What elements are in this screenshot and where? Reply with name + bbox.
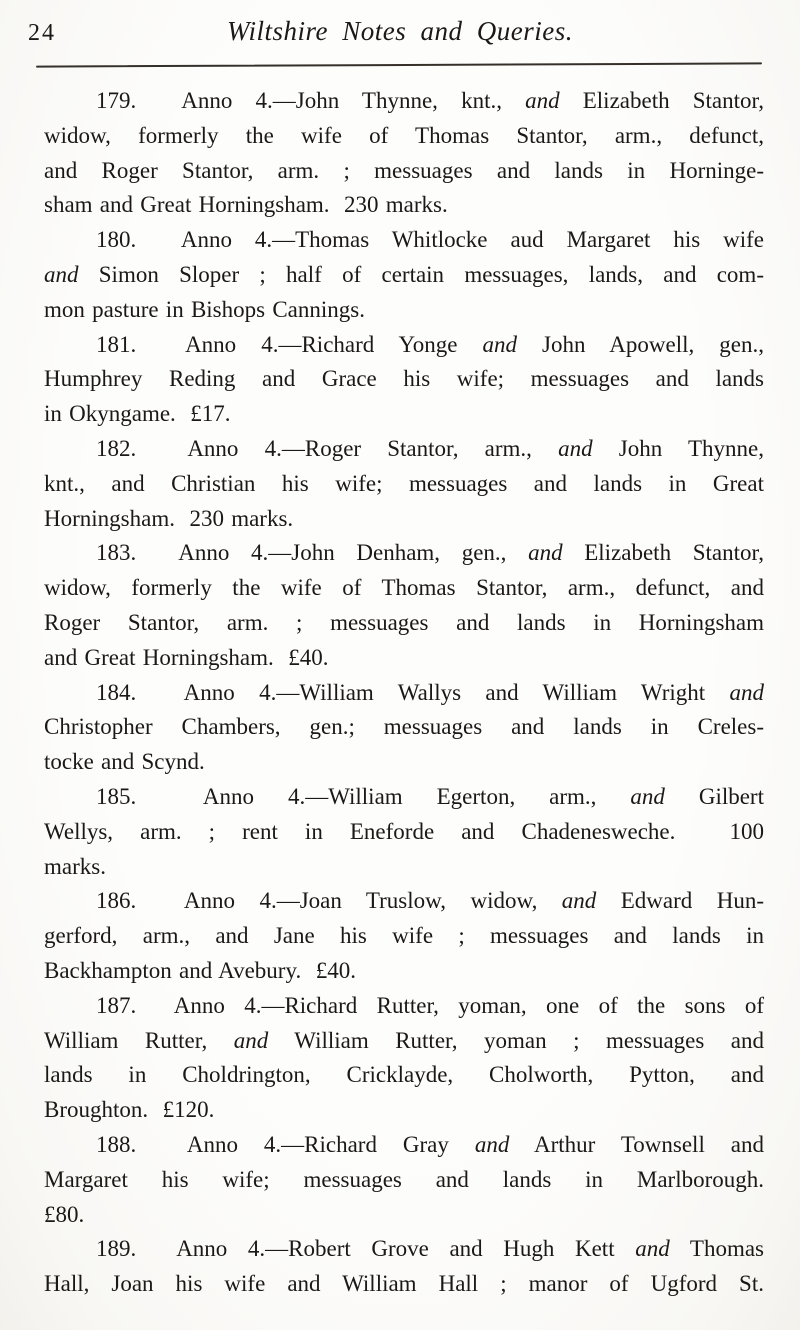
entry-183 xyxy=(44,536,764,675)
italic-conjunction: and xyxy=(561,888,597,914)
entry-line xyxy=(44,328,764,363)
entry-text: Margaret his wife; messuages and lands in Marlborough. xyxy=(44,1166,764,1192)
entry-text: Humphrey Reding and Grace his wife; messuages and lands xyxy=(44,366,764,392)
entry-line xyxy=(44,432,764,467)
entry-text: and Roger Stantor, arm. ; messuages and lands in Horninge- xyxy=(44,157,764,183)
italic-conjunction: and xyxy=(528,540,563,566)
entry-182 xyxy=(44,432,764,536)
entry-line xyxy=(44,850,764,885)
page-header xyxy=(0,12,800,64)
entry-text: knt., and Christian his wife; messuages and lands in Great xyxy=(44,470,764,496)
italic-conjunction: and xyxy=(729,679,764,705)
italic-conjunction: and xyxy=(635,1236,670,1262)
entry-text: lands in Choldrington, Cricklayde, Cholworth, Pytton, and xyxy=(44,1062,764,1088)
entry-line xyxy=(44,954,764,989)
entry-text: Roger Stantor, arm. ; messuages and lands in Horningsham xyxy=(44,609,764,635)
entry-line xyxy=(44,119,764,154)
entry-line xyxy=(44,606,764,641)
entry-text: in Okyngame. £17. xyxy=(44,401,231,427)
entry-line xyxy=(44,536,764,571)
entry-line xyxy=(44,780,764,815)
entry-line xyxy=(44,641,764,676)
entry-line xyxy=(44,258,764,293)
entry-text: sham and Great Horningsham. 230 marks. xyxy=(44,192,448,218)
entry-text: marks. xyxy=(44,853,106,879)
entry-text: 181. Anno 4.—Richard Yonge xyxy=(96,331,483,357)
entry-line xyxy=(44,1128,764,1163)
entry-line xyxy=(44,710,764,745)
entry-line xyxy=(44,1198,764,1233)
entry-line xyxy=(44,502,764,537)
entry-text: Hall, Joan his wife and William Hall ; manor of Ugford St. xyxy=(44,1271,764,1297)
entry-line xyxy=(44,1093,764,1128)
entry-line xyxy=(44,362,764,397)
entry-line xyxy=(44,815,764,850)
entry-text: Gilbert xyxy=(664,783,764,809)
italic-conjunction: and xyxy=(474,1131,510,1157)
entry-text: 185. Anno 4.—William Egerton, arm., xyxy=(96,783,631,809)
entry-text: Elizabeth Stantor, xyxy=(559,88,764,113)
entry-text: 187. Anno 4.—Richard Rutter, yoman, one of the sons of xyxy=(96,992,764,1018)
entry-text: £80. xyxy=(44,1201,85,1227)
italic-conjunction: and xyxy=(525,88,560,113)
entry-text: tocke and Scynd. xyxy=(44,749,205,775)
running-title: Wiltshire Notes and Queries. xyxy=(227,16,573,46)
entry-text: mon pasture in Bishops Cannings. xyxy=(44,296,365,322)
entry-line xyxy=(44,1024,764,1059)
entry-line xyxy=(44,467,764,502)
italic-conjunction: and xyxy=(44,261,79,287)
entry-187 xyxy=(44,989,764,1128)
entry-line xyxy=(44,397,764,432)
entry-184 xyxy=(44,676,764,780)
entry-text: Elizabeth Stantor, xyxy=(562,540,764,566)
entry-188 xyxy=(44,1128,764,1232)
italic-conjunction: and xyxy=(558,435,593,461)
entry-text: widow, formerly the wife of Thomas Stantor, arm., defunct, xyxy=(44,122,764,148)
page-number: 24 xyxy=(28,20,56,46)
italic-conjunction: and xyxy=(630,783,665,809)
entry-text: Backhampton and Avebury. £40. xyxy=(44,957,356,983)
entry-line xyxy=(44,188,764,223)
italic-conjunction: and xyxy=(233,1027,269,1053)
entry-text: John Apowell, gen., xyxy=(517,331,764,357)
entry-line xyxy=(44,989,764,1024)
entry-text: 186. Anno 4.—Joan Truslow, widow, xyxy=(96,888,562,914)
entry-text: Thomas xyxy=(669,1236,764,1262)
page-body xyxy=(44,84,764,1302)
entry-186 xyxy=(44,884,764,988)
entry-181 xyxy=(44,328,764,432)
entry-line xyxy=(44,154,764,189)
entry-line xyxy=(44,884,764,919)
entry-line xyxy=(44,919,764,954)
italic-conjunction: and xyxy=(482,331,518,357)
entry-text: Simon Sloper ; half of certain messuages, lands, and com- xyxy=(78,261,764,287)
entry-text: John Thynne, xyxy=(592,435,764,461)
entry-text: and Great Horningsham. £40. xyxy=(44,644,329,670)
entry-line xyxy=(44,571,764,606)
entry-180 xyxy=(44,223,764,327)
entry-text: 183. Anno 4.—John Denham, gen., xyxy=(96,540,529,566)
entry-line xyxy=(44,1267,764,1302)
entry-text: 179. Anno 4.—John Thynne, knt., xyxy=(96,88,526,113)
entry-line xyxy=(44,1058,764,1093)
entry-text: Horningsham. 230 marks. xyxy=(44,505,294,531)
entry-text: William Rutter, yoman ; messuages and xyxy=(268,1027,764,1053)
entry-text: William Rutter, xyxy=(44,1027,234,1053)
entry-text: 188. Anno 4.—Richard Gray xyxy=(96,1131,475,1157)
entry-line xyxy=(44,1163,764,1198)
entry-line xyxy=(44,84,764,119)
entry-line xyxy=(44,293,764,328)
entry-text: 182. Anno 4.—Roger Stantor, arm., xyxy=(96,435,559,461)
entry-text: 180. Anno 4.—Thomas Whitlocke aud Margaret his wife xyxy=(96,227,764,253)
entry-text: Christopher Chambers, gen.; messuages and lands in Creles- xyxy=(44,714,764,740)
entry-line xyxy=(44,1232,764,1267)
entry-179 xyxy=(44,84,764,223)
entry-text: Arthur Townsell and xyxy=(509,1131,764,1157)
entry-text: Broughton. £120. xyxy=(44,1097,215,1123)
entry-text: Wellys, arm. ; rent in Eneforde and Chadenesweche. 100 xyxy=(44,818,764,844)
entry-189 xyxy=(44,1232,764,1302)
entry-line xyxy=(44,676,764,711)
entry-text: 189. Anno 4.—Robert Grove and Hugh Kett xyxy=(96,1236,636,1262)
entry-text: Edward Hun- xyxy=(596,888,765,914)
entry-185 xyxy=(44,780,764,884)
entry-line xyxy=(44,223,764,258)
entry-text: widow, formerly the wife of Thomas Stantor, arm., defunct, and xyxy=(44,575,764,601)
entry-line xyxy=(44,745,764,780)
entry-text: gerford, arm., and Jane his wife ; messuages and lands in xyxy=(44,923,764,949)
entry-text: 184. Anno 4.—William Wallys and William Wright xyxy=(96,679,730,705)
